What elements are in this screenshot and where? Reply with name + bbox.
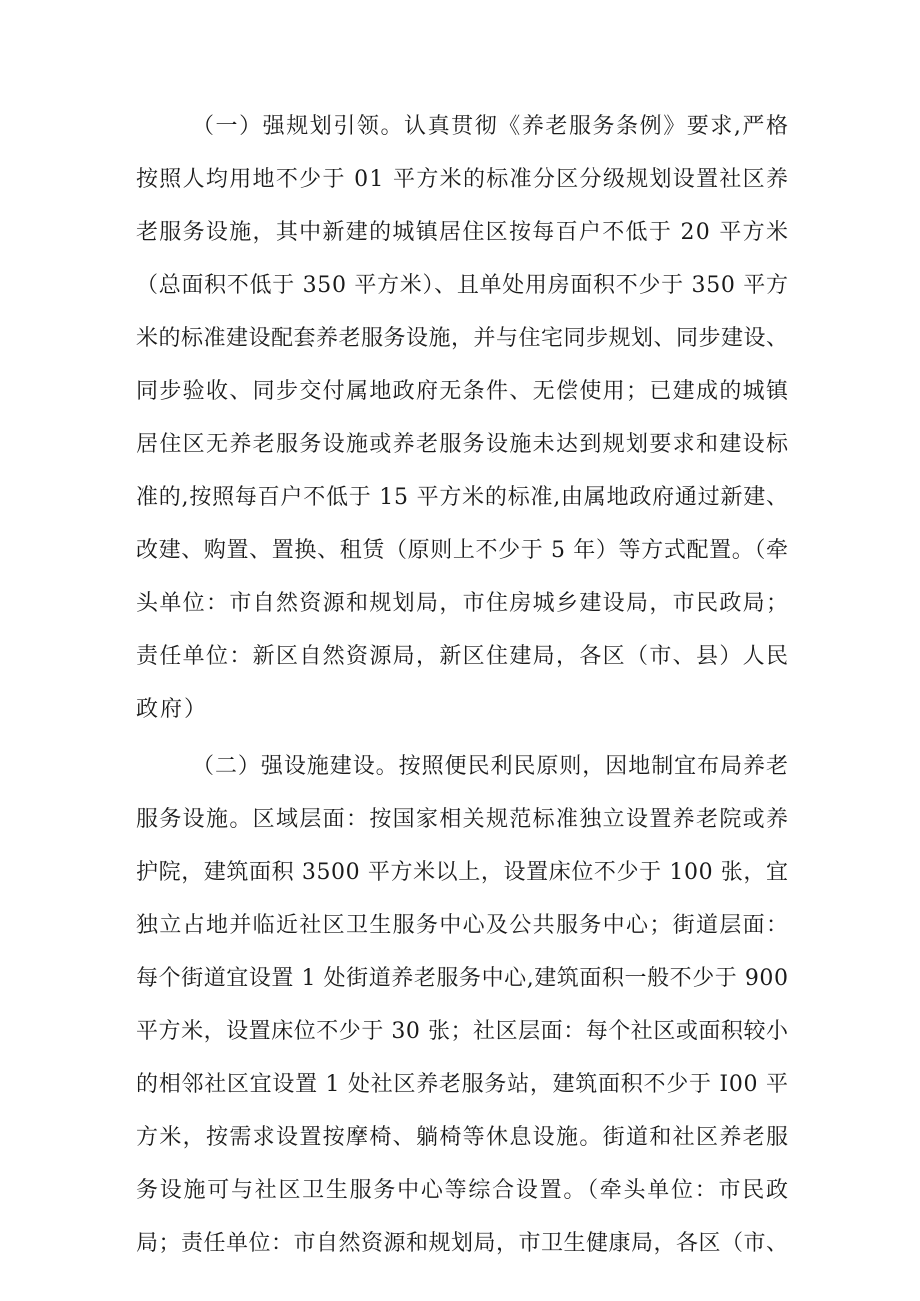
text-line: 头单位：市自然资源和规划局，市住房城乡建设局，市民政局；	[136, 591, 790, 616]
text-line: 改建、购置、置换、租赁（原则上不少于 5 年）等方式配置。（牵	[136, 538, 789, 563]
text-line: 老服务设施，其中新建的城镇居住区按每百户不低于 20 平方米	[136, 220, 790, 245]
text-line: 每个街道宜设置 1 处街道养老服务中心,建筑面积一般不少于 900	[136, 966, 789, 991]
text-line: （二）强设施建设。按照便民利民原则，因地制宜布局养老	[192, 754, 789, 779]
text-line: 平方米，设置床位不少于 30 张；社区层面：每个社区或面积较小	[136, 1019, 789, 1044]
text-line: 务设施可与社区卫生服务中心等综合设置。（牵头单位：市民政	[136, 1178, 790, 1203]
text-line: 局；责任单位：市自然资源和规划局，市卫生健康局，各区（市、	[136, 1231, 789, 1256]
text-line: 护院，建筑面积 3500 平方米以上，设置床位不少于 100 张，宜	[136, 860, 789, 885]
text-line: 方米，按需求设置按摩椅、躺椅等休息设施。街道和社区养老服	[136, 1125, 790, 1150]
text-line: 服务设施。区域层面：按国家相关规范标准独立设置养老院或养	[136, 807, 790, 832]
text-line: 政府）	[136, 697, 209, 722]
text-line: 居住区无养老服务设施或养老服务设施未达到规划要求和建设标	[136, 432, 790, 457]
text-line: 米的标准建设配套养老服务设施，并与住宅同步规划、同步建设、	[136, 326, 789, 351]
text-line: 按照人均用地不少于 01 平方米的标准分区分级规划设置社区养	[136, 167, 790, 192]
text-line: （一）强规划引领。认真贯彻《养老服务条例》要求,严格	[192, 114, 790, 139]
text-line: 独立占地并临近社区卫生服务中心及公共服务中心；街道层面：	[136, 913, 790, 938]
text-line: 责任单位：新区自然资源局，新区住建局，各区（市、县）人民	[136, 644, 790, 669]
text-line: 同步验收、同步交付属地政府无条件、无偿使用；已建成的城镇	[136, 379, 790, 404]
text-line: 的相邻社区宜设置 1 处社区养老服务站，建筑面积不少于 I00 平	[136, 1072, 789, 1097]
text-line: （总面积不低于 350 平方米）、且单处用房面积不少于 350 平方	[136, 273, 789, 298]
text-line: 准的,按照每百户不低于 15 平方米的标准,由属地政府通过新建、	[136, 485, 789, 510]
